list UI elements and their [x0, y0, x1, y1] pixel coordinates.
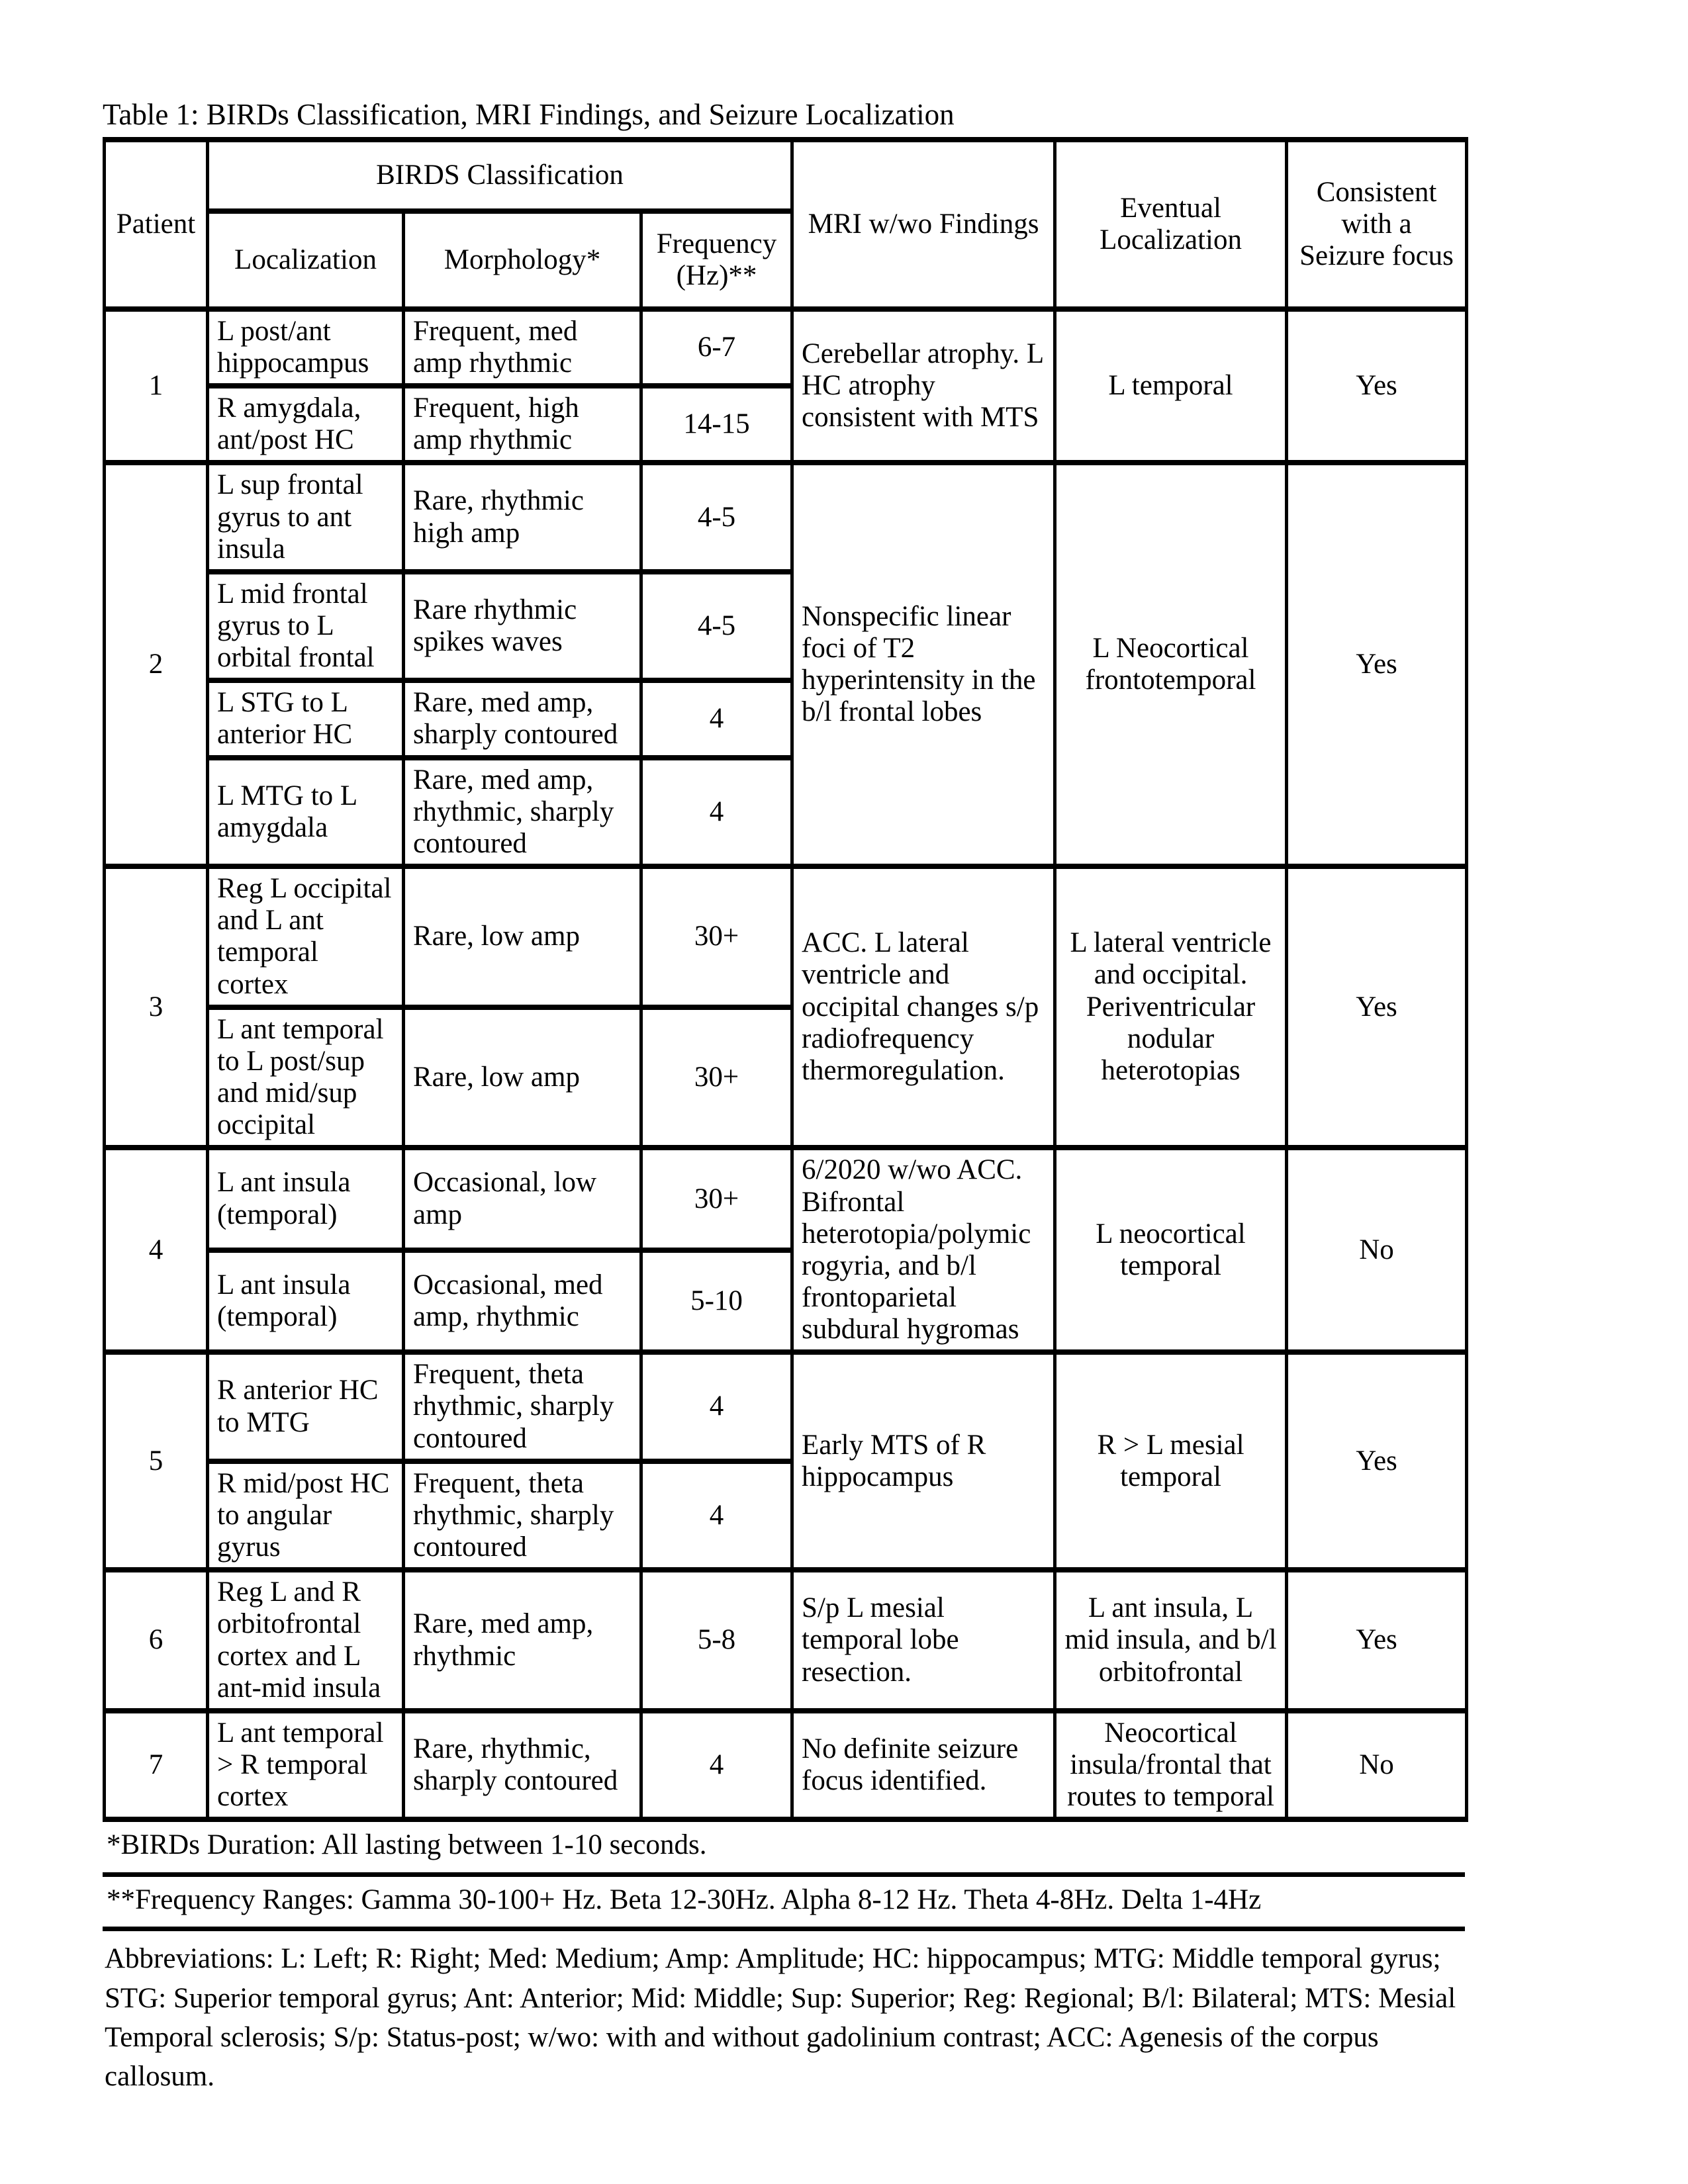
eventual-localization-cell: L ant insula, L mid insula, and b/l orbitofrontal — [1055, 1570, 1287, 1711]
footnote-duration: *BIRDs Duration: All lasting between 1-10 seconds. — [103, 1822, 1465, 1876]
header-frequency: Frequency (Hz)** — [641, 211, 792, 309]
morphology-cell: Rare, rhythmic, sharply contoured — [404, 1711, 641, 1819]
mri-findings-cell: Nonspecific linear foci of T2 hyperintensity in the b/l frontal lobes — [792, 463, 1055, 866]
header-eventual-localization: Eventual Localization — [1055, 140, 1287, 309]
patient-number-cell: 2 — [105, 463, 208, 866]
localization-cell: Reg L and R orbitofrontal cortex and L ant-mid insula — [208, 1570, 404, 1711]
consistent-cell: Yes — [1287, 1352, 1467, 1570]
frequency-cell: 5-8 — [641, 1570, 792, 1711]
frequency-cell: 4 — [641, 1711, 792, 1819]
localization-cell: L ant temporal > R temporal cortex — [208, 1711, 404, 1819]
table-title: Table 1: BIRDs Classification, MRI Findings, and Seizure Localization — [103, 98, 955, 131]
table-row — [105, 1570, 1467, 1711]
mri-findings-cell: ACC. L lateral ventricle and occipital changes s/p radiofrequency thermoregulation. — [792, 866, 1055, 1148]
morphology-cell: Occasional, low amp — [404, 1148, 641, 1250]
table-row — [105, 1352, 1467, 1461]
consistent-cell: Yes — [1287, 866, 1467, 1148]
header-consistent: Consistent with a Seizure focus — [1287, 140, 1467, 309]
patient-number-cell: 7 — [105, 1711, 208, 1819]
frequency-cell: 30+ — [641, 1007, 792, 1148]
localization-cell: L MTG to L amygdala — [208, 758, 404, 866]
localization-cell: L ant insula (temporal) — [208, 1148, 404, 1250]
morphology-cell: Frequent, med amp rhythmic — [404, 309, 641, 386]
morphology-cell: Rare, low amp — [404, 1007, 641, 1148]
morphology-cell: Occasional, med amp, rhythmic — [404, 1250, 641, 1352]
table-header — [105, 140, 1467, 309]
table-row — [105, 1148, 1467, 1250]
document-content — [103, 98, 1465, 2097]
localization-cell: Reg L occipital and L ant temporal cortex — [208, 866, 404, 1007]
patient-number-cell: 4 — [105, 1148, 208, 1352]
patient-number-cell: 5 — [105, 1352, 208, 1570]
morphology-cell: Frequent, theta rhythmic, sharply contoured — [404, 1352, 641, 1461]
localization-cell: L ant insula (temporal) — [208, 1250, 404, 1352]
table-row — [105, 866, 1467, 1007]
frequency-cell: 4 — [641, 1461, 792, 1570]
header-localization: Localization — [208, 211, 404, 309]
header-birds-classification: BIRDS Classification — [208, 140, 792, 211]
localization-cell: L ant temporal to L post/sup and mid/sup occipital — [208, 1007, 404, 1148]
morphology-cell: Rare, med amp, rhythmic — [404, 1570, 641, 1711]
frequency-cell: 30+ — [641, 866, 792, 1007]
mri-findings-cell: S/p L mesial temporal lobe resection. — [792, 1570, 1055, 1711]
morphology-cell: Rare, low amp — [404, 866, 641, 1007]
morphology-cell: Frequent, theta rhythmic, sharply contoured — [404, 1461, 641, 1570]
eventual-localization-cell: L temporal — [1055, 309, 1287, 463]
frequency-cell: 6-7 — [641, 309, 792, 386]
mri-findings-cell: 6/2020 w/wo ACC. Bifrontal heterotopia/polymic rogyria, and b/l frontoparietal subdural hygromas — [792, 1148, 1055, 1352]
frequency-cell: 5-10 — [641, 1250, 792, 1352]
frequency-cell: 30+ — [641, 1148, 792, 1250]
abbreviations-note: Abbreviations: L: Left; R: Right; Med: Medium; Amp: Amplitude; HC: hippocampus; MTG: Middle temporal gyrus; STG: Superior temporal gyrus; Ant: Anterior; Mid: Middle; Sup: Superior; Reg: Regional; B/l: Bilateral; MTS: Mesial Temporal sclerosis; S/p: Status-post; w/wo: with and without gadolinium contrast; ACC: Agenesis of the corpus callosum. — [105, 1943, 1456, 2093]
morphology-cell: Rare, med amp, sharply contoured — [404, 680, 641, 757]
eventual-localization-cell: L lateral ventricle and occipital. Periventricular nodular heterotopias — [1055, 866, 1287, 1148]
localization-cell: L post/ant hippocampus — [208, 309, 404, 386]
table-row — [105, 1711, 1467, 1819]
patient-number-cell: 1 — [105, 309, 208, 463]
frequency-cell: 4-5 — [641, 463, 792, 571]
frequency-cell: 4 — [641, 1352, 792, 1461]
frequency-cell: 4 — [641, 758, 792, 866]
patient-number-cell: 6 — [105, 1570, 208, 1711]
mri-findings-cell: No definite seizure focus identified. — [792, 1711, 1055, 1819]
consistent-cell: Yes — [1287, 463, 1467, 866]
header-row-1 — [105, 140, 1467, 211]
patient-number-cell: 3 — [105, 866, 208, 1148]
eventual-localization-cell: R > L mesial temporal — [1055, 1352, 1287, 1570]
localization-cell: R mid/post HC to angular gyrus — [208, 1461, 404, 1570]
frequency-cell: 14-15 — [641, 386, 792, 463]
localization-cell: L sup frontal gyrus to ant insula — [208, 463, 404, 571]
morphology-cell: Frequent, high amp rhythmic — [404, 386, 641, 463]
mri-findings-cell: Early MTS of R hippocampus — [792, 1352, 1055, 1570]
eventual-localization-cell: Neocortical insula/frontal that routes to temporal — [1055, 1711, 1287, 1819]
eventual-localization-cell: L neocortical temporal — [1055, 1148, 1287, 1352]
eventual-localization-cell: L Neocortical frontotemporal — [1055, 463, 1287, 866]
frequency-cell: 4-5 — [641, 572, 792, 680]
mri-findings-cell: Cerebellar atrophy. L HC atrophy consistent with MTS — [792, 309, 1055, 463]
header-morphology: Morphology* — [404, 211, 641, 309]
localization-cell: L mid frontal gyrus to L orbital frontal — [208, 572, 404, 680]
header-patient: Patient — [105, 140, 208, 309]
consistent-cell: Yes — [1287, 1570, 1467, 1711]
table-body — [105, 309, 1467, 1820]
morphology-cell: Rare, rhythmic high amp — [404, 463, 641, 571]
localization-cell: R amygdala, ant/post HC — [208, 386, 404, 463]
frequency-cell: 4 — [641, 680, 792, 757]
morphology-cell: Rare rhythmic spikes waves — [404, 572, 641, 680]
birds-classification-table — [103, 137, 1468, 1823]
footnote-frequency-ranges: **Frequency Ranges: Gamma 30-100+ Hz. Beta 12-30Hz. Alpha 8-12 Hz. Theta 4-8Hz. Delta 1-4Hz — [103, 1877, 1465, 1931]
consistent-cell: No — [1287, 1711, 1467, 1819]
consistent-cell: Yes — [1287, 309, 1467, 463]
table-row — [105, 463, 1467, 571]
morphology-cell: Rare, med amp, rhythmic, sharply contoured — [404, 758, 641, 866]
table-row — [105, 309, 1467, 386]
localization-cell: R anterior HC to MTG — [208, 1352, 404, 1461]
localization-cell: L STG to L anterior HC — [208, 680, 404, 757]
header-mri-findings: MRI w/wo Findings — [792, 140, 1055, 309]
consistent-cell: No — [1287, 1148, 1467, 1352]
